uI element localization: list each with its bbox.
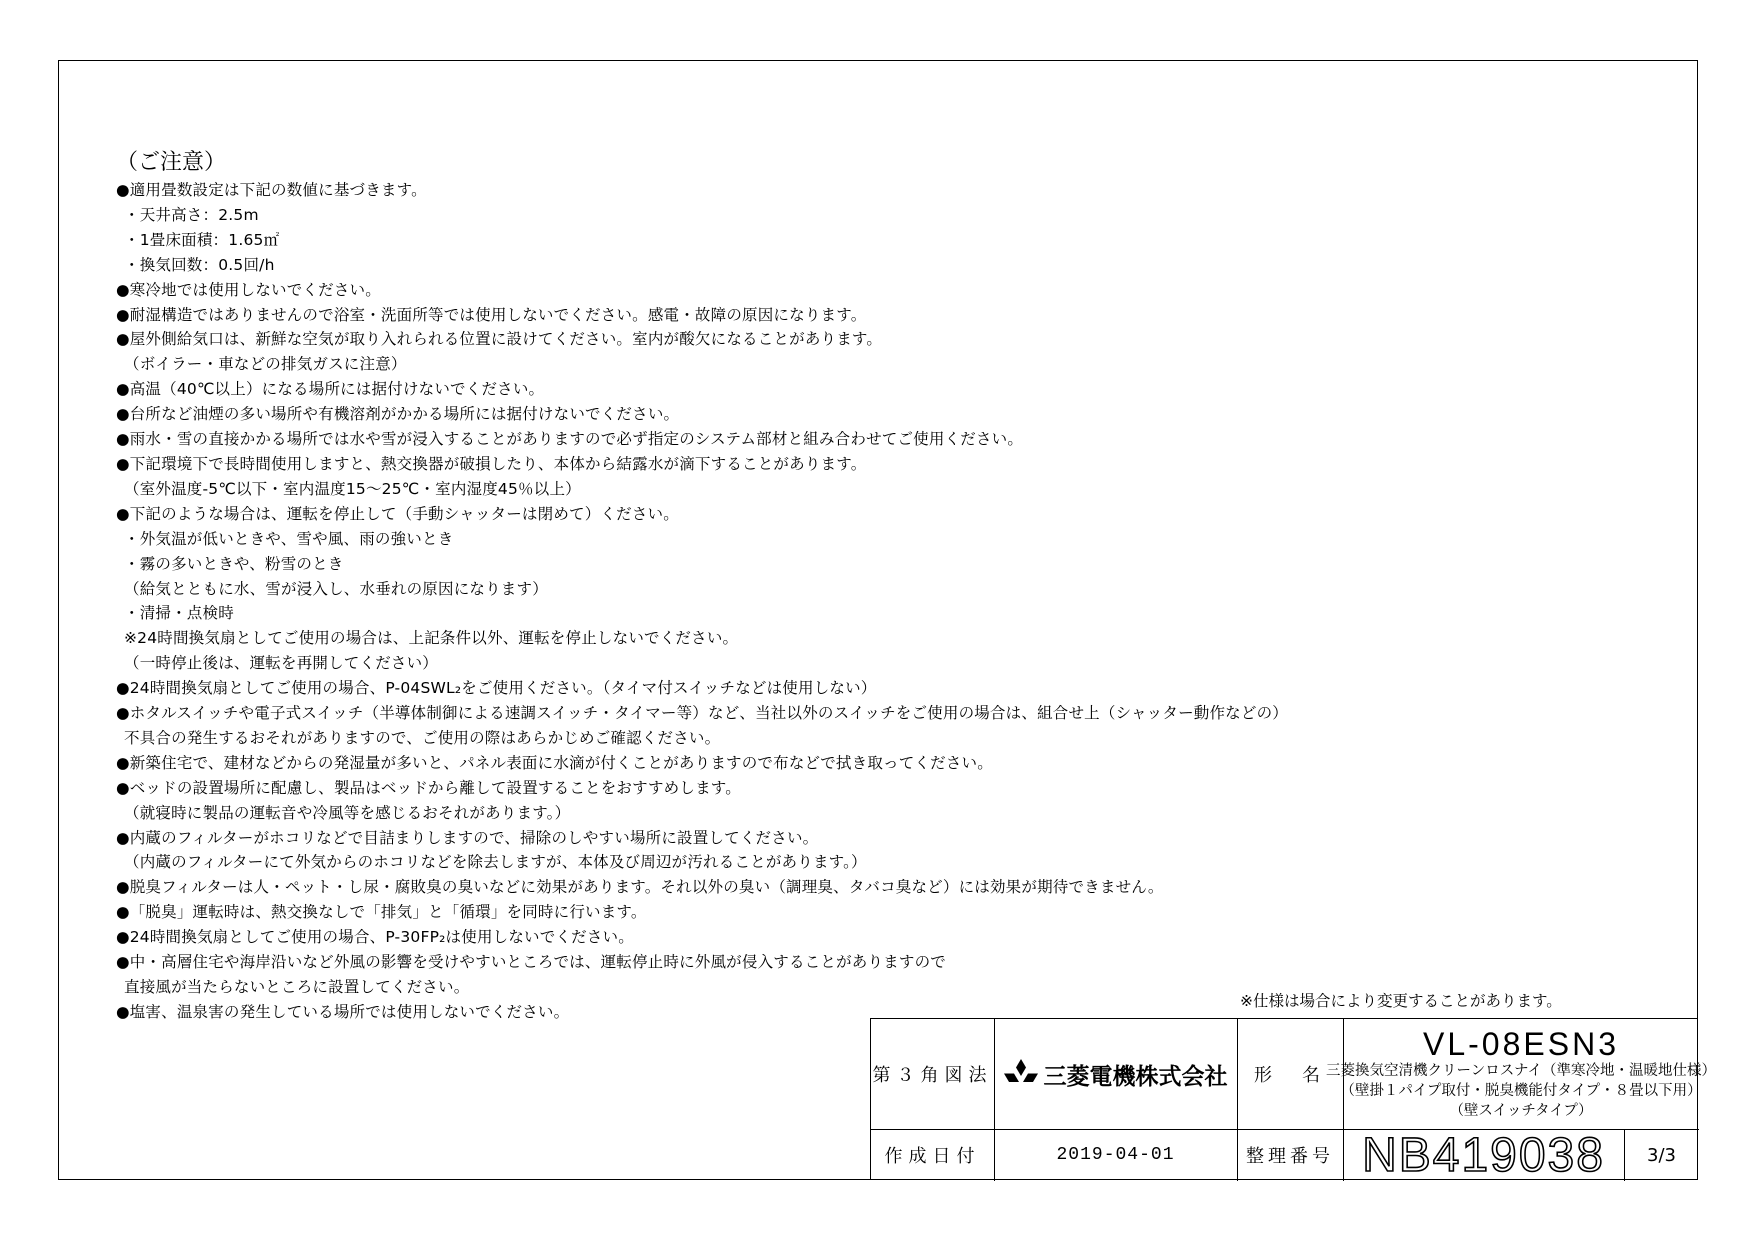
- note-line: ●塩害、温泉害の発生している場所では使用しないでください。: [116, 1002, 570, 1021]
- note-line: ●台所など油煙の多い場所や有機溶剤がかかる場所には据付けないでください。: [116, 405, 680, 424]
- note-line: ●適用畳数設定は下記の数値に基づきます。: [116, 181, 427, 199]
- date-label: 作成日付: [884, 1146, 981, 1167]
- mitsubishi-logo-icon: [1004, 1059, 1038, 1089]
- maker-name: 三菱電機株式会社: [1043, 1062, 1228, 1089]
- note-line: ・天井高さ：2.5m: [124, 205, 259, 224]
- note-line: ●耐湿構造ではありませんので浴室・洗面所等では使用しないでください。感電・故障の原因になります。: [116, 305, 867, 324]
- note-line: （内蔵のフィルターにて外気からのホコリなどを除去しますが、本体及び周辺が汚れることがあります。）: [124, 853, 867, 872]
- model-label: 形 名: [1254, 1065, 1326, 1086]
- note-line: 不具合の発生するおそれがありますので、ご使用の際はあらかじめご確認ください。: [124, 728, 721, 747]
- note-line: ・清掃・点検時: [124, 604, 234, 623]
- page-cell: [1624, 1129, 1699, 1181]
- document-number: NB419038: [1362, 1128, 1605, 1182]
- spec-change-note: ※仕様は場合により変更することがあります。: [1240, 992, 1562, 1010]
- date-label-cell: [871, 1129, 994, 1181]
- page-number: 3/3: [1647, 1144, 1676, 1166]
- note-line: ●新築住宅で、建材などからの発湿量が多いと、パネル表面に水滴が付くことがありますので布などで拭き取ってください。: [116, 753, 993, 772]
- note-line: （給気とともに水、雪が浸入し、水垂れの原因になります）: [124, 579, 548, 598]
- projection-label: 第３角図法: [872, 1065, 993, 1086]
- note-line: ●ホタルスイッチや電子式スイッチ（半導体制御による速調スイッチ・タイマー等）など、当社以外のスイッチをご使用の場合は、組合せ上（シャッター動作などの）: [116, 704, 1288, 723]
- notes-section: [116, 148, 1436, 1025]
- projection-cell: [871, 1019, 994, 1129]
- note-line: 直接風が当たらないところに設置してください。: [124, 978, 470, 996]
- note-line: ・外気温が低いときや、雪や風、雨の強いとき: [124, 529, 454, 548]
- note-line: ●ベッドの設置場所に配慮し、製品はベッドから離して設置することをおすすめします。: [116, 778, 741, 797]
- note-line: ●屋外側給気口は、新鮮な空気が取り入れられる位置に設けてください。室内が酸欠になることがあります。: [116, 330, 883, 349]
- note-line: ●内蔵のフィルターがホコリなどで目詰まりしますので、掃除のしやすい場所に設置してください。: [116, 828, 819, 847]
- note-line: ●「脱臭」運転時は、熱交換なしで「排気」と「循環」を同時に行います。: [116, 903, 647, 922]
- model-number: VL-08ESN3: [1423, 1026, 1619, 1062]
- number-label: 整理番号: [1246, 1146, 1334, 1167]
- note-line: （就寝時に製品の運転音や冷風等を感じるおそれがあります。）: [124, 803, 571, 822]
- note-line: ●24時間換気扇としてご使用の場合、P-30FP₂は使用しないでください。: [116, 928, 634, 947]
- note-line: ●下記環境下で長時間使用しますと、熱交換器が破損したり、本体から結露水が滴下することがあります。: [116, 454, 867, 473]
- note-line: ●中・高層住宅や海岸沿いなど外風の影響を受けやすいところでは、運転停止時に外風が侵入することがありますので: [116, 953, 946, 972]
- notes-list: [116, 178, 1436, 1025]
- note-line: ・換気回数：0.5回/h: [124, 255, 275, 274]
- note-line: ●下記のような場合は、運転を停止して（手動シャッターは閉めて）ください。: [116, 504, 679, 523]
- note-line: ●雨水・雪の直接かかる場所では水や雪が浸入することがありますので必ず指定のシステム部材と組み合わせてご使用ください。: [116, 430, 1024, 449]
- note-line: （室外温度-5℃以下・室内温度15～25℃・室内湿度45％以上）: [124, 479, 581, 498]
- number-label-cell: [1237, 1129, 1343, 1181]
- note-line: ※24時間換気扇としてご使用の場合は、上記条件以外、運転を停止しないでください。: [124, 629, 739, 648]
- creation-date: 2019-04-01: [1056, 1145, 1175, 1165]
- note-line: ●高温（40℃以上）になる場所には据付けないでください。: [116, 380, 545, 399]
- model-description-2: （壁掛１パイプ取付・脱臭機能付タイプ・８畳以下用）: [1340, 1083, 1702, 1099]
- notes-title: （ご注意）: [116, 150, 227, 175]
- model-cell: [1326, 1019, 1716, 1129]
- model-description-3: （壁スイッチタイプ）: [1449, 1103, 1593, 1119]
- model-description-1: 三菱換気空清機クリーンロスナイ（準寒冷地・温暖地仕様）: [1326, 1063, 1716, 1079]
- number-cell: [1343, 1129, 1624, 1181]
- date-cell: [994, 1129, 1237, 1181]
- title-block: [870, 1018, 1716, 1182]
- note-line: ・1畳床面積：1.65㎡: [124, 230, 280, 249]
- note-line: ●24時間換気扇としてご使用の場合、P-04SWL₂をご使用ください。（タイマ付スイッチなどは使用しない）: [116, 679, 877, 698]
- note-line: ●脱臭フィルターは人・ペット・し尿・腐敗臭の臭いなどに効果があります。それ以外の臭い（調理臭、タバコ臭など）には効果が期待できません。: [116, 878, 1164, 897]
- note-line: ・霧の多いときや、粉雪のとき: [124, 554, 344, 573]
- note-line: （ボイラー・車などの排気ガスに注意）: [124, 355, 407, 374]
- note-line: ●寒冷地では使用しないでください。: [116, 280, 381, 299]
- maker-cell: [994, 1019, 1237, 1129]
- note-line: （一時停止後は、運転を再開してください）: [124, 654, 439, 673]
